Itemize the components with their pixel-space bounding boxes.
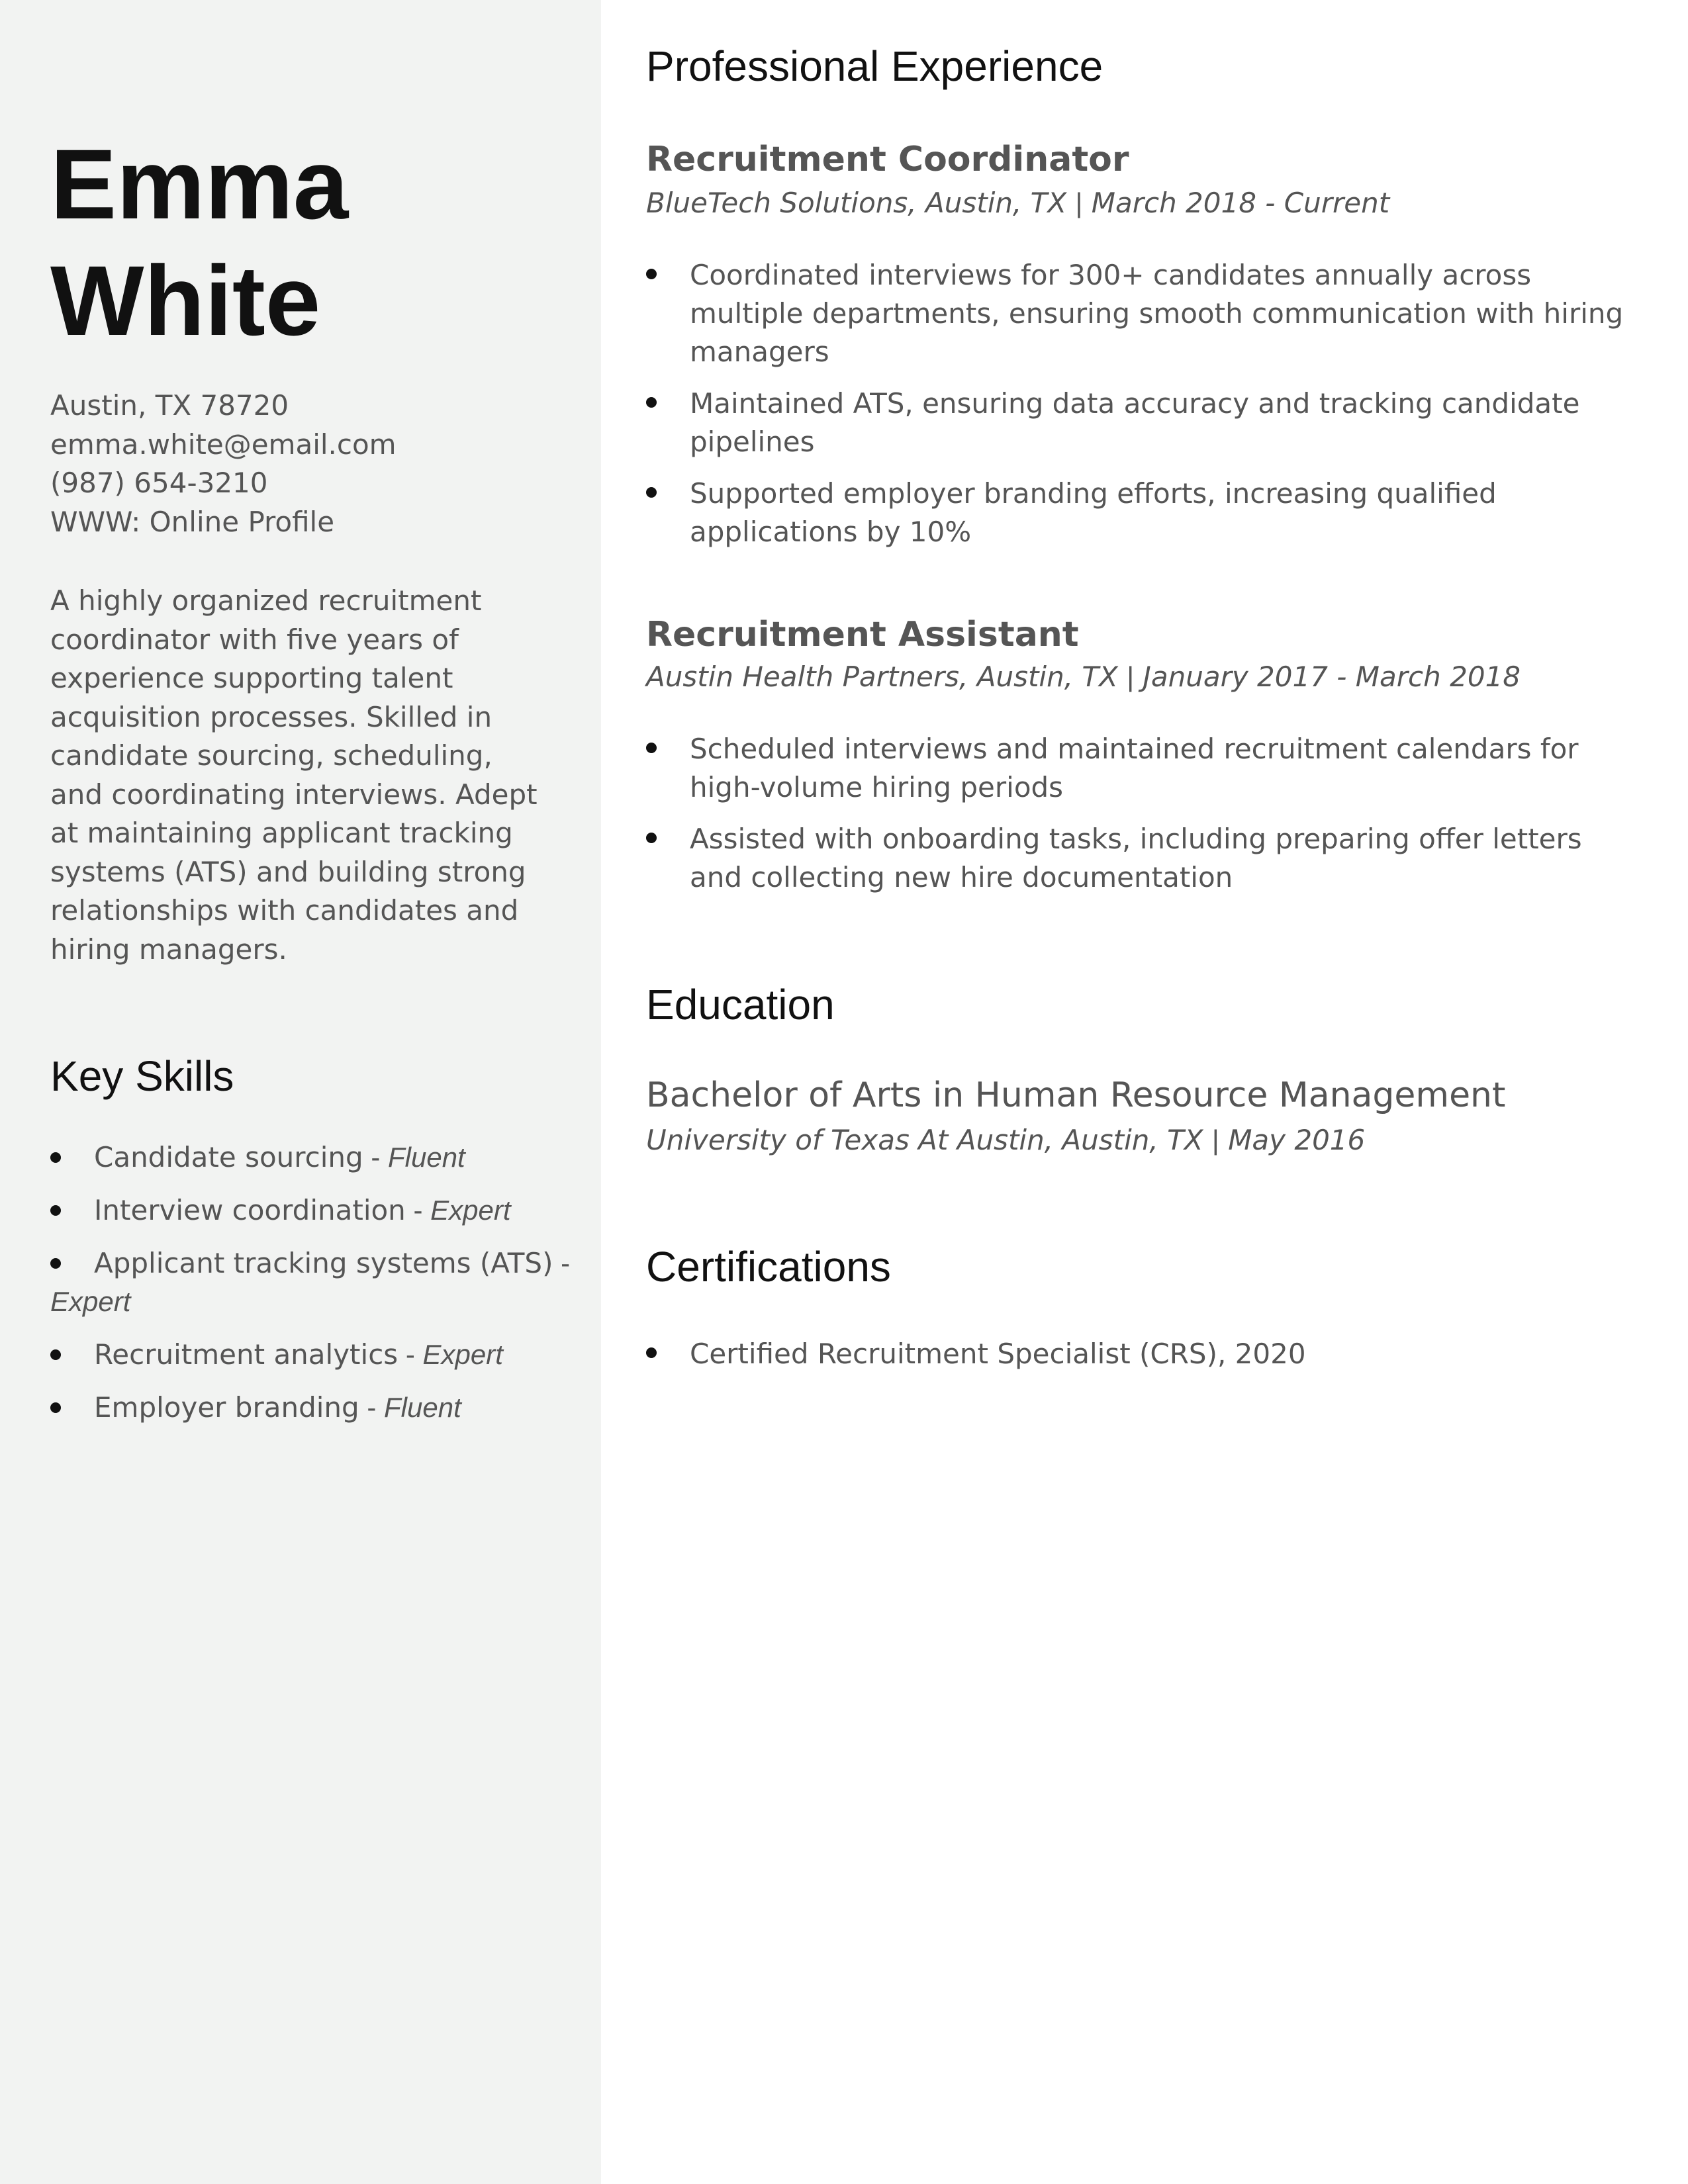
meta-separator: | (1075, 187, 1083, 218)
job-company: BlueTech Solutions, Austin, TX (646, 187, 1067, 219)
skill-item (50, 1336, 580, 1374)
job-company: Austin Health Partners, Austin, TX (646, 660, 1118, 693)
skill-item (50, 1244, 580, 1321)
job-title: Recruitment Assistant (646, 615, 1079, 655)
skill-level: Expert (430, 1195, 511, 1226)
education-meta (646, 1121, 1365, 1160)
job-bullets (646, 730, 1639, 910)
candidate-name (50, 126, 580, 359)
education-heading: Education (646, 981, 835, 1028)
contact-phone[interactable]: (987) 654-3210 (50, 467, 268, 499)
certification-item: Certified Recruitment Specialist (CRS), 2020 (646, 1335, 1639, 1373)
professional-summary: A highly organized recruitment coordinator with five years of experience supporting talent acquisition processes. Skilled in candidate sourcing, scheduling, and coordinating interviews. Adept at maintaining applicant tracking systems (ATS) and building strong relationships with candidates and hiring managers. (50, 584, 538, 966)
contact-email[interactable]: emma.white@email.com (50, 428, 397, 461)
certifications-list (646, 1335, 1639, 1387)
job-bullet: Supported employer branding efforts, increasing qualified applications by 10% (646, 475, 1639, 551)
meta-separator: | (1127, 661, 1135, 692)
graduation-date: May 2016 (1228, 1124, 1366, 1156)
certifications-heading: Certifications (646, 1243, 891, 1291)
job-dates: March 2018 - Current (1091, 187, 1390, 219)
last-name: White (50, 245, 321, 356)
job-bullet: Assisted with onboarding tasks, including preparing offer letters and collecting new hire documentation (646, 820, 1639, 897)
degree-title: Bachelor of Arts in Human Resource Management (646, 1075, 1506, 1115)
job-title: Recruitment Coordinator (646, 140, 1129, 179)
skill-separator: - (359, 1392, 385, 1423)
job-bullets (646, 256, 1639, 565)
skill-level: Fluent (384, 1392, 461, 1423)
job-meta (646, 658, 1521, 696)
school-name: University of Texas At Austin, Austin, TX (646, 1124, 1203, 1156)
job-bullet: Coordinated interviews for 300+ candidates annually across multiple departments, ensuring smooth communication with hiring managers (646, 256, 1639, 371)
key-skills-heading: Key Skills (50, 1052, 234, 1100)
skill-level: Expert (50, 1286, 131, 1317)
contact-location: Austin, TX 78720 (50, 389, 289, 422)
skill-name: Applicant tracking systems (ATS) (94, 1247, 553, 1279)
skill-separator: - (553, 1248, 571, 1279)
first-name: Emma (50, 128, 349, 240)
meta-separator: | (1211, 1124, 1219, 1156)
contact-website[interactable]: WWW: Online Profile (50, 505, 335, 538)
skill-separator: - (405, 1195, 431, 1226)
skill-name: Employer branding (94, 1391, 359, 1424)
contact-info (50, 387, 580, 541)
skill-item (50, 1388, 580, 1427)
sidebar (0, 0, 601, 2184)
job-bullet: Scheduled interviews and maintained recruitment calendars for high-volume hiring periods (646, 730, 1639, 807)
experience-heading: Professional Experience (646, 42, 1103, 90)
skill-item (50, 1191, 580, 1230)
job-bullet: Maintained ATS, ensuring data accuracy and tracking candidate pipelines (646, 385, 1639, 461)
job-meta (646, 184, 1389, 222)
skill-name: Interview coordination (94, 1194, 406, 1226)
skill-name: Candidate sourcing (94, 1141, 363, 1173)
skill-separator: - (398, 1339, 423, 1370)
skill-item (50, 1138, 580, 1177)
skill-level: Fluent (387, 1142, 465, 1173)
skill-separator: - (363, 1142, 388, 1173)
skills-list (50, 1138, 580, 1441)
job-dates: January 2017 - March 2018 (1143, 660, 1521, 693)
skill-name: Recruitment analytics (94, 1338, 399, 1371)
skill-level: Expert (422, 1339, 503, 1370)
